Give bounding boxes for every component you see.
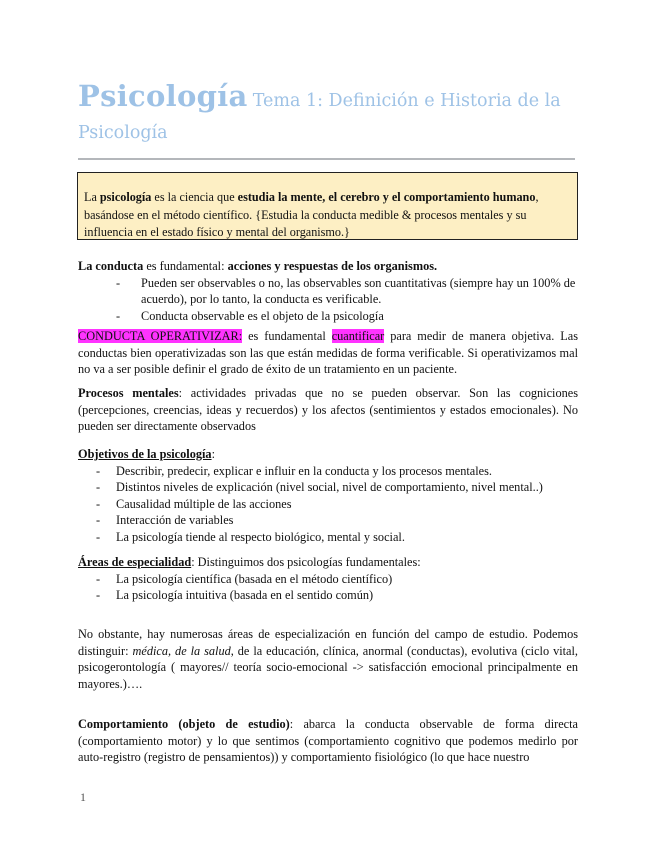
conducta-text: es fundamental: [143,259,228,273]
definition-text-2: es la ciencia que [151,190,238,204]
title-main: Psicología [78,79,248,113]
operativizar-paragraph: CONDUCTA OPERATIVIZAR: es fundamental cuantificar para medir de manera objetiva. Las conductas bien operativizadas son las que están medidas de forma verificable. Si operativizamos mal no va a ser posible definir el grado de éxito de un tratamiento en un paciente. [78,329,578,376]
list-item: - La psicología científica (basada en el método científico) [96,571,393,586]
list-item: - La psicología tiende al respecto biológico, mental y social. [96,529,405,544]
list-item: - La psicología intuitiva (basada en el sentido común) [96,588,374,602]
comportamiento-label: Comportamiento (objeto de estudio) [78,717,290,731]
definition-text-3: , basándose en el método científico. {Estudia la conducta medible & procesos mentales y su influencia en el estado físico y mental del organismo.} [84,190,539,239]
definition-bold-2: estudia la mente, el cerebro y el comportamiento humano [237,190,536,204]
definition-bold-1: psicología [99,190,152,204]
page-title [78,80,578,149]
areas-list [78,571,578,604]
title-divider [78,158,575,160]
comportamiento-paragraph: Comportamiento (objeto de estudio): abarca la conducta observable de forma directa (comportamiento motor) y lo que sentimos (comportamiento cognitivo que podemos medirlo por auto-registro (registro de pensamientos)) y comportamiento fisiológico (lo que hace nuestro [78,717,578,764]
page-number: 1 [80,790,86,804]
list-item: - Conducta observable es el objeto de la psicología [116,308,384,323]
objetivos-section [78,446,578,545]
noobstante-paragraph: No obstante, hay numerosas áreas de especialización en función del campo de estudio. Podemos distinguir: médica, de la salud, de la educación, clínica, anormal (conductas), evolutiva (ciclo vital, psicogerontología ( mayores// teoría socio-emocional -> satisfacción emocional principalmente en mayores.)…. [78,627,578,691]
highlight-operativizar: CONDUCTA OPERATIVIZAR: [78,329,243,343]
objetivos-heading: Objetivos de la psicología: [78,447,215,461]
conducta-list [78,275,578,325]
objetivos-list [78,463,578,546]
conducta-label: La conducta [78,259,144,273]
procesos-paragraph: Procesos mentales: actividades privadas que no se pueden observar. Son las cogniciones (percepciones, creencias, ideas y recuerdos) y los afectos (sentimientos y estados emocionales). No pueden ser directamente observados [78,386,578,433]
conducta-section [78,258,578,324]
conducta-bold: acciones y respuestas de los organismos. [227,259,438,273]
definition-text-1: La [84,190,100,204]
italic-medica: médica, de la salud [132,643,231,658]
procesos-label: Procesos mentales [78,386,179,400]
list-item: - Causalidad múltiple de las acciones [96,496,292,511]
title-subtitle: Tema 1: Definición e Historia de la Psicología [78,91,561,143]
definition-box [77,172,578,240]
list-item: - Describir, predecir, explicar e influir en la conducta y los procesos mentales. [96,463,492,478]
list-item: - Pueden ser observables o no, las observables son cuantitativas (siempre hay un 100% de acuerdo), por lo tanto, la conducta es verificable. [116,275,576,306]
highlight-cuantificar: cuantificar [331,329,385,343]
areas-heading: Áreas de especialidad: Distinguimos dos psicologías fundamentales: [78,555,421,569]
areas-section [78,554,578,604]
conducta-paragraph [78,258,578,275]
list-item: - Interacción de variables [96,513,234,527]
list-item: - Distintos niveles de explicación (nivel social, nivel de comportamiento, nivel mental..) [96,480,543,494]
